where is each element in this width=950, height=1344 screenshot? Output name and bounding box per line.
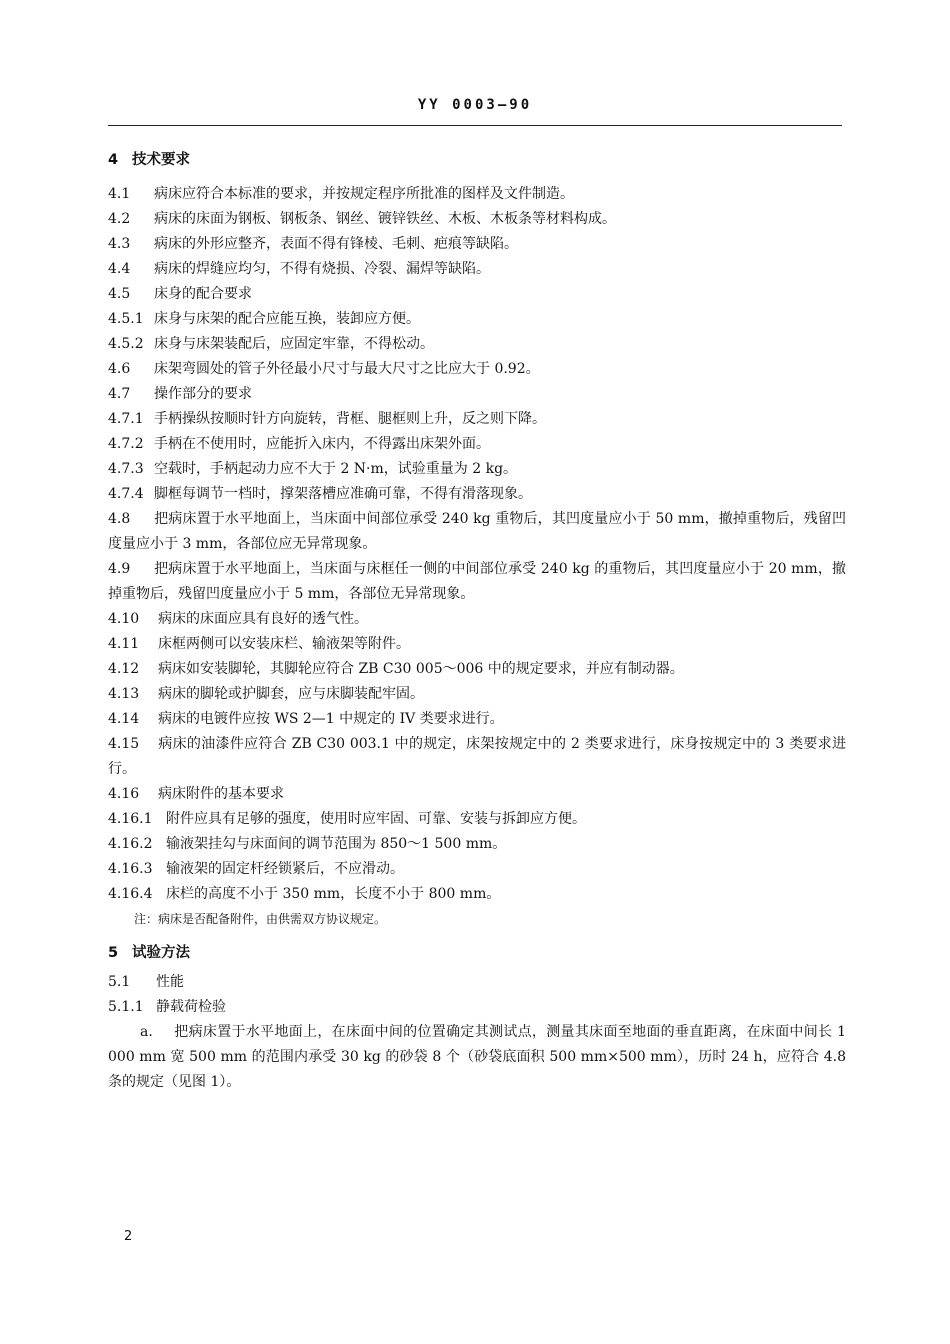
clause-text: 病床的床面为钢板、钢板条、钢丝、镀锌铁丝、木板、木板条等材料构成。 xyxy=(154,211,616,227)
clause-text: 病床的脚轮或护脚套，应与床脚装配牢固。 xyxy=(158,686,424,702)
clause-text: 脚框每调节一档时，撑架落槽应准确可靠，不得有滑落现象。 xyxy=(154,486,532,502)
clause-text: 床身的配合要求 xyxy=(154,286,252,302)
clause-text: 手柄操纵按顺时针方向旋转，背框、腿框则上升，反之则下降。 xyxy=(154,411,546,427)
clause-number: 4.16 xyxy=(108,786,140,802)
clause-text: 病床的焊缝应均匀，不得有烧损、冷裂、漏焊等缺陷。 xyxy=(154,261,490,277)
clause-number: 4.16.1 xyxy=(108,811,153,827)
clause-number: 4.7.3 xyxy=(108,461,144,477)
clause-number: 4.5.2 xyxy=(108,336,144,352)
clause-number: 4.3 xyxy=(108,236,131,252)
paragraph-a xyxy=(108,1020,846,1095)
clause-text: 床身与床架的配合应能互换，装卸应方便。 xyxy=(154,311,420,327)
clause-list xyxy=(108,607,846,732)
clause-number: 4.2 xyxy=(108,211,131,227)
clause-number: 4.13 xyxy=(108,686,140,702)
clause-text: 病床附件的基本要求 xyxy=(158,786,284,802)
clause-text: 空载时，手柄起动力应不大于 2 N·m，试验重量为 2 kg。 xyxy=(154,461,518,477)
section-4-heading xyxy=(108,148,846,173)
clause-row xyxy=(108,482,846,507)
clause-row xyxy=(108,382,846,407)
clause-row xyxy=(108,857,846,882)
clause-text: 病床的床面应具有良好的透气性。 xyxy=(158,611,368,627)
clause-number: 4.4 xyxy=(108,261,131,277)
clause-row xyxy=(108,432,846,457)
clause-4-15 xyxy=(108,732,846,782)
clause-text: 病床应符合本标准的要求，并按规定程序所批准的图样及文件制造。 xyxy=(154,186,574,202)
clause-text: 把病床置于水平地面上，当床面与床框任一侧的中间部位承受 240 kg 的重物后，其凹度量应小于 20 mm，撤掉重物后，残留凹度量应小于 5 mm，各部位无异常现象。 xyxy=(108,561,846,602)
clause-number: 4.12 xyxy=(108,661,140,677)
clause-text: 病床的外形应整齐，表面不得有锋棱、毛刺、疤痕等缺陷。 xyxy=(154,236,518,252)
clause-number: 4.7.1 xyxy=(108,411,144,427)
clause-row xyxy=(108,357,846,382)
clause-row xyxy=(108,682,846,707)
section-number: 4 xyxy=(108,152,119,168)
clause-number: 4.10 xyxy=(108,611,140,627)
section-title: 技术要求 xyxy=(132,152,190,168)
clause-number: 4.16.2 xyxy=(108,836,153,852)
clause-number: 4.14 xyxy=(108,711,140,727)
clause-row xyxy=(108,832,846,857)
clause-row xyxy=(108,457,846,482)
clause-5-1-1 xyxy=(108,995,846,1020)
clause-text: 静载荷检验 xyxy=(156,999,226,1015)
clause-row xyxy=(108,182,846,207)
clause-row xyxy=(108,707,846,732)
item-label: a. xyxy=(140,1024,153,1040)
clause-number: 4.5.1 xyxy=(108,311,144,327)
clause-row xyxy=(108,632,846,657)
clause-number: 4.7.4 xyxy=(108,486,144,502)
clause-text: 附件应具有足够的强度，使用时应牢固、可靠、安装与拆卸应方便。 xyxy=(166,811,586,827)
clause-list xyxy=(108,182,846,507)
clause-text: 病床的电镀件应按 WS 2—1 中规定的 IV 类要求进行。 xyxy=(158,711,504,727)
clause-text: 床架弯圆处的管子外径最小尺寸与最大尺寸之比应大于 0.92。 xyxy=(154,361,540,377)
clause-text: 病床如安装脚轮，其脚轮应符合 ZB C30 005～006 中的规定要求，并应有制动器。 xyxy=(158,661,684,677)
clause-4-8 xyxy=(108,507,846,557)
clause-number: 4.16.3 xyxy=(108,861,153,877)
clause-row xyxy=(108,607,846,632)
page-number: 2 xyxy=(124,1229,133,1244)
clause-4-9 xyxy=(108,557,846,607)
clause-text: 性能 xyxy=(156,974,184,990)
clause-row xyxy=(108,657,846,682)
clause-number: 4.6 xyxy=(108,361,131,377)
clause-text: 把病床置于水平地面上，当床面中间部位承受 240 kg 重物后，其凹度量应小于 50 mm，撤掉重物后，残留凹度量应小于 3 mm，各部位应无异常现象。 xyxy=(108,511,846,552)
note-text: 注：病床是否配备附件，由供需双方协议规定。 xyxy=(134,912,387,926)
clause-number: 4.5 xyxy=(108,286,131,302)
section-5-heading xyxy=(108,941,846,966)
clause-row xyxy=(108,807,846,832)
clause-number: 4.7.2 xyxy=(108,436,144,452)
clause-number: 4.9 xyxy=(108,561,131,577)
clause-text: 床框两侧可以安装床栏、输液架等附件。 xyxy=(158,636,410,652)
section-number: 5 xyxy=(108,945,119,961)
document-body xyxy=(108,148,846,1095)
paragraph-text: 把病床置于水平地面上，在床面中间的位置确定其测试点，测量其床面至地面的垂直距离，在床面中间长 1 000 mm 宽 500 mm 的范围内承受 30 kg 的砂袋 8 个（砂袋底面积 500 mm×500 mm），历时 24 h，应符合 4.8 条的规定（见图 1）。 xyxy=(108,1024,846,1090)
clause-text: 病床的油漆件应符合 ZB C30 003.1 中的规定，床架按规定中的 2 类要求进行，床身按规定中的 3 类要求进行。 xyxy=(108,736,846,777)
clause-row xyxy=(108,882,846,907)
clause-list xyxy=(108,782,846,907)
clause-row xyxy=(108,207,846,232)
clause-text: 输液架挂勾与床面间的调节范围为 850～1 500 mm。 xyxy=(166,836,507,852)
clause-row xyxy=(108,232,846,257)
clause-row xyxy=(108,282,846,307)
clause-number: 4.15 xyxy=(108,736,140,752)
header-rule xyxy=(108,125,842,126)
clause-row xyxy=(108,332,846,357)
standard-code-header: YY 0003—90 xyxy=(417,97,533,113)
clause-number: 5.1.1 xyxy=(108,999,144,1015)
section-title: 试验方法 xyxy=(132,945,190,961)
clause-number: 5.1 xyxy=(108,974,131,990)
clause-text: 操作部分的要求 xyxy=(154,386,252,402)
clause-number: 4.11 xyxy=(108,636,140,652)
clause-number: 4.8 xyxy=(108,511,131,527)
clause-row xyxy=(108,407,846,432)
clause-number: 4.1 xyxy=(108,186,131,202)
clause-text: 床栏的高度不小于 350 mm，长度不小于 800 mm。 xyxy=(166,886,501,902)
clause-row xyxy=(108,782,846,807)
clause-text: 手柄在不使用时，应能折入床内，不得露出床架外面。 xyxy=(154,436,490,452)
clause-number: 4.7 xyxy=(108,386,131,402)
clause-row xyxy=(108,257,846,282)
clause-text: 输液架的固定杆经锁紧后，不应滑动。 xyxy=(166,861,404,877)
clause-number: 4.16.4 xyxy=(108,886,153,902)
clause-text: 床身与床架装配后，应固定牢靠，不得松动。 xyxy=(154,336,434,352)
clause-row xyxy=(108,307,846,332)
clause-5-1 xyxy=(108,970,846,995)
